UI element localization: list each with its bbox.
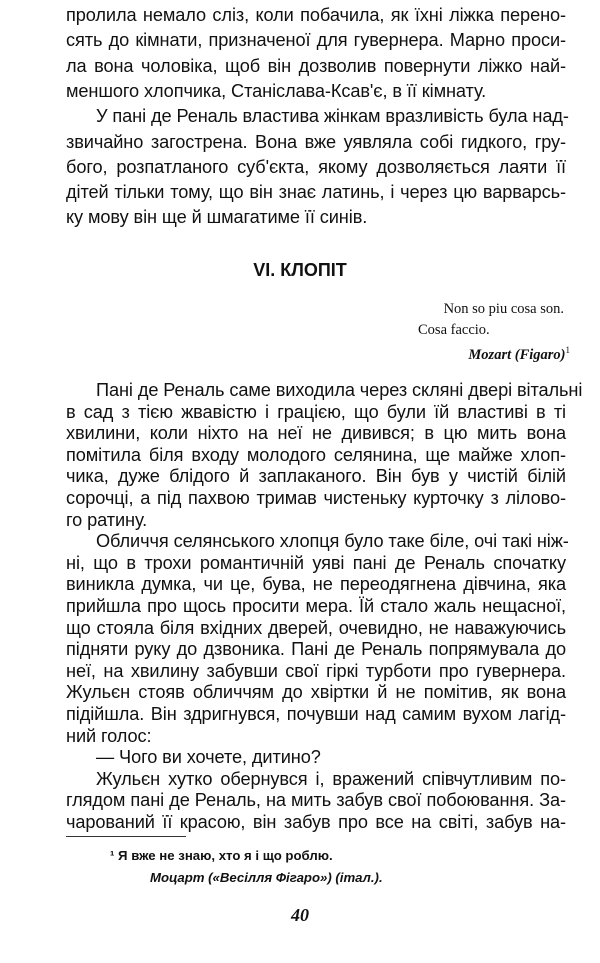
text-line: сять до кімнати, призначеної для гувернера. Марно проси- (66, 30, 566, 51)
text-line: пролила немало сліз, коли побачила, як їхні ліжка перено- (66, 5, 566, 25)
epigraph-author-name: Mozart (Figaro) (468, 346, 566, 363)
text-line: ла вона чоловіка, щоб він дозволив повернути ліжко най- (66, 55, 566, 76)
text-line: підняти руку до дзвоника. Пані де Реналь попрямувала до (66, 639, 566, 660)
text-line: У пані де Реналь властива жінкам вразливість була над- (96, 106, 569, 127)
text-line: виникла думка, чи це, бува, не переодягнена дівчина, яка (66, 574, 566, 595)
footnote-rule (66, 836, 186, 837)
text-line: глядом пані де Реналь, на мить забув свої побоювання. За- (66, 790, 566, 811)
text-line: помітила біля входу молодого селянина, ще майже хлоп- (66, 444, 566, 465)
text-line: Обличчя селянського хлопця було таке біле, очі такі ніж- (96, 531, 569, 552)
text-line: меншого хлопчика, Станіслава-Ксав'є, в її кімнату. (66, 80, 487, 101)
footnote-marker: 1 (565, 345, 570, 355)
text-line: хвилини, коли ніхто на неї не дивився; в цю мить вона (66, 423, 566, 444)
footnote-line: ¹ Я вже не знаю, хто я і що роблю. (110, 848, 333, 863)
epigraph-line: Cosa faccio. (418, 322, 490, 338)
chapter-title: VI. КЛОПІТ (253, 260, 347, 280)
text-line: прийшла про щось просити мера. Їй стало жаль нещасної, (66, 596, 566, 616)
text-line: бого, розпатланого суб'єкта, якому дозволяється лаяти її (66, 156, 566, 177)
text-line: неї, на хвилину забувши свої гіркі турботи про гувернера. (66, 660, 566, 681)
text-line: звичайно загострена. Вона вже уявляла собі гидкого, гру- (66, 131, 566, 152)
text-line: що стояла біля вхідних дверей, очевидно, не наважуючись (66, 617, 566, 638)
footnote-line: Моцарт («Весілля Фігаро») (італ.). (150, 870, 383, 885)
text-line: чарований її красою, він забув про все на світі, забув на- (66, 812, 566, 832)
page-number: 40 (291, 905, 309, 925)
text-line: в сад з тією жвавістю і грацією, що були їй властиві в ті (66, 401, 566, 422)
text-line: чика, дуже блідого й заплаканого. Він був у чистій білій (66, 466, 566, 487)
text-line: ні, що в трохи романтичній уяві пані де Реналь спочатку (66, 552, 566, 573)
text-line: Жульєн стояв обличчям до хвіртки й не помітив, як вона (66, 682, 566, 703)
text-line: Жульєн хутко обернувся і, вражений співчутливим по- (96, 768, 566, 789)
epigraph-author (468, 345, 570, 364)
text-line: сорочці, а під пахвою тримав чистеньку курточку з лілово- (66, 488, 566, 508)
text-line: го ратину. (66, 509, 148, 530)
text-line: підійшла. Він здригнувся, почувши над самим вухом лагід- (66, 704, 566, 724)
text-line: ку мову він ще й шмагатиме її синів. (66, 207, 368, 228)
text-line: ний голос: (66, 725, 152, 746)
text-line: Пані де Реналь саме виходила через скляні двері вітальні (96, 380, 583, 400)
text-line: — Чого ви хочете, дитино? (96, 747, 321, 768)
epigraph-line: Non so piu cosa son. (443, 301, 564, 317)
text-line: дітей тільки тому, що він знає латинь, і через цю варварсь- (66, 182, 566, 203)
